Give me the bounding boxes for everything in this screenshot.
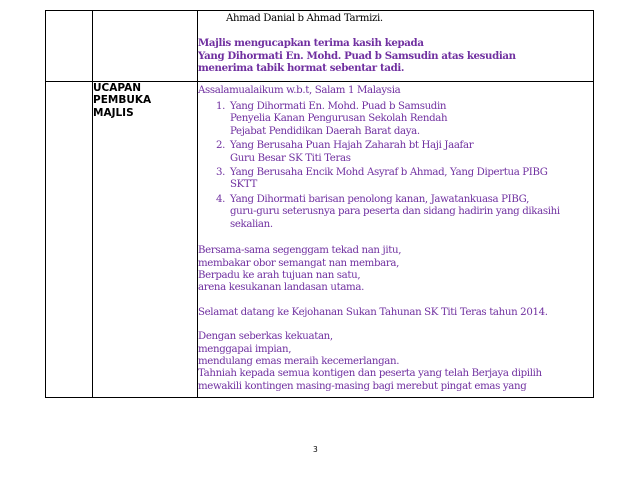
welcome-line: Selamat datang ke Kejohanan Sukan Tahunan SK Titi Teras tahun 2014. — [198, 306, 548, 318]
empty-cell — [46, 81, 93, 398]
pantun-line: Bersama-sama segenggam tekad nan jitu, — [198, 245, 402, 257]
pantun-line: Berpadu ke arah tujuan nan satu, — [198, 269, 361, 281]
guest-list — [198, 101, 593, 231]
list-item — [198, 140, 593, 165]
table-row — [46, 81, 594, 398]
congrats-line: Tahniah kepada semua kontigen dan peserta yang telah Berjaya dipilih — [198, 368, 542, 380]
closing-verse — [198, 331, 593, 368]
pantun-line: arena kesukanan landasan utama. — [198, 282, 364, 294]
thanks-line: Majlis mengucapkan terima kasih kepada — [198, 37, 424, 50]
table-row — [46, 11, 594, 82]
closing-line: menggapai impian, — [198, 343, 292, 355]
congrats-line: mewakili kontingen masing-masing bagi merebut pingat emas yang — [198, 380, 527, 392]
closing-line: Dengan seberkas kekuatan, — [198, 331, 333, 343]
list-line: sekalian. — [230, 218, 273, 230]
list-number: 3. — [216, 167, 226, 179]
closing-line: mendulang emas meraih kecemerlangan. — [198, 355, 400, 367]
document-table — [45, 10, 594, 398]
list-item — [198, 167, 593, 192]
name-line: Ahmad Danial b Ahmad Tarmizi. — [226, 13, 383, 24]
section-label-line: UCAPAN — [93, 81, 142, 94]
list-number: 4. — [216, 193, 226, 205]
section-label — [93, 81, 198, 398]
page-number: 3 — [313, 445, 318, 454]
list-line: Yang Dihormati En. Mohd. Puad b Samsudin — [230, 101, 447, 113]
list-line: Yang Berusaha Puan Hajah Zaharah bt Haji Jaafar — [230, 140, 474, 152]
list-number: 1. — [216, 101, 226, 113]
content-cell — [198, 81, 594, 398]
pantun — [198, 245, 593, 295]
list-item — [198, 101, 593, 138]
label-cell — [93, 11, 198, 82]
list-line: guru-guru seterusnya para peserta dan sidang hadirin yang dikasihi — [230, 206, 560, 218]
pantun-line: membakar obor semangat nan membara, — [198, 257, 399, 269]
section-label-line: PEMBUKA — [93, 94, 152, 107]
list-line: Yang Dihormati barisan penolong kanan, Jawatankuasa PIBG, — [230, 193, 529, 205]
list-item — [198, 194, 593, 231]
list-number: 2. — [216, 140, 226, 152]
thanks-line: Yang Dihormati En. Mohd. Puad b Samsudin atas kesudian — [198, 49, 516, 62]
list-line: Guru Besar SK Titi Teras — [230, 152, 351, 164]
section-label-line: MAJLIS — [93, 106, 134, 119]
thanks-line: menerima tabik hormat sebentar tadi. — [198, 62, 405, 75]
list-line: Yang Berusaha Encik Mohd Asyraf b Ahmad, Yang Dipertua PIBG — [230, 167, 548, 179]
list-line: SKTT — [230, 179, 257, 191]
greeting: Assalamualaikum w.b.t, Salam 1 Malaysia — [198, 84, 401, 96]
list-line: Pejabat Pendidikan Daerah Barat daya. — [230, 125, 420, 137]
list-line: Penyelia Kanan Pengurusan Sekolah Rendah — [230, 113, 448, 125]
empty-cell — [46, 11, 93, 82]
content-cell — [198, 11, 594, 82]
